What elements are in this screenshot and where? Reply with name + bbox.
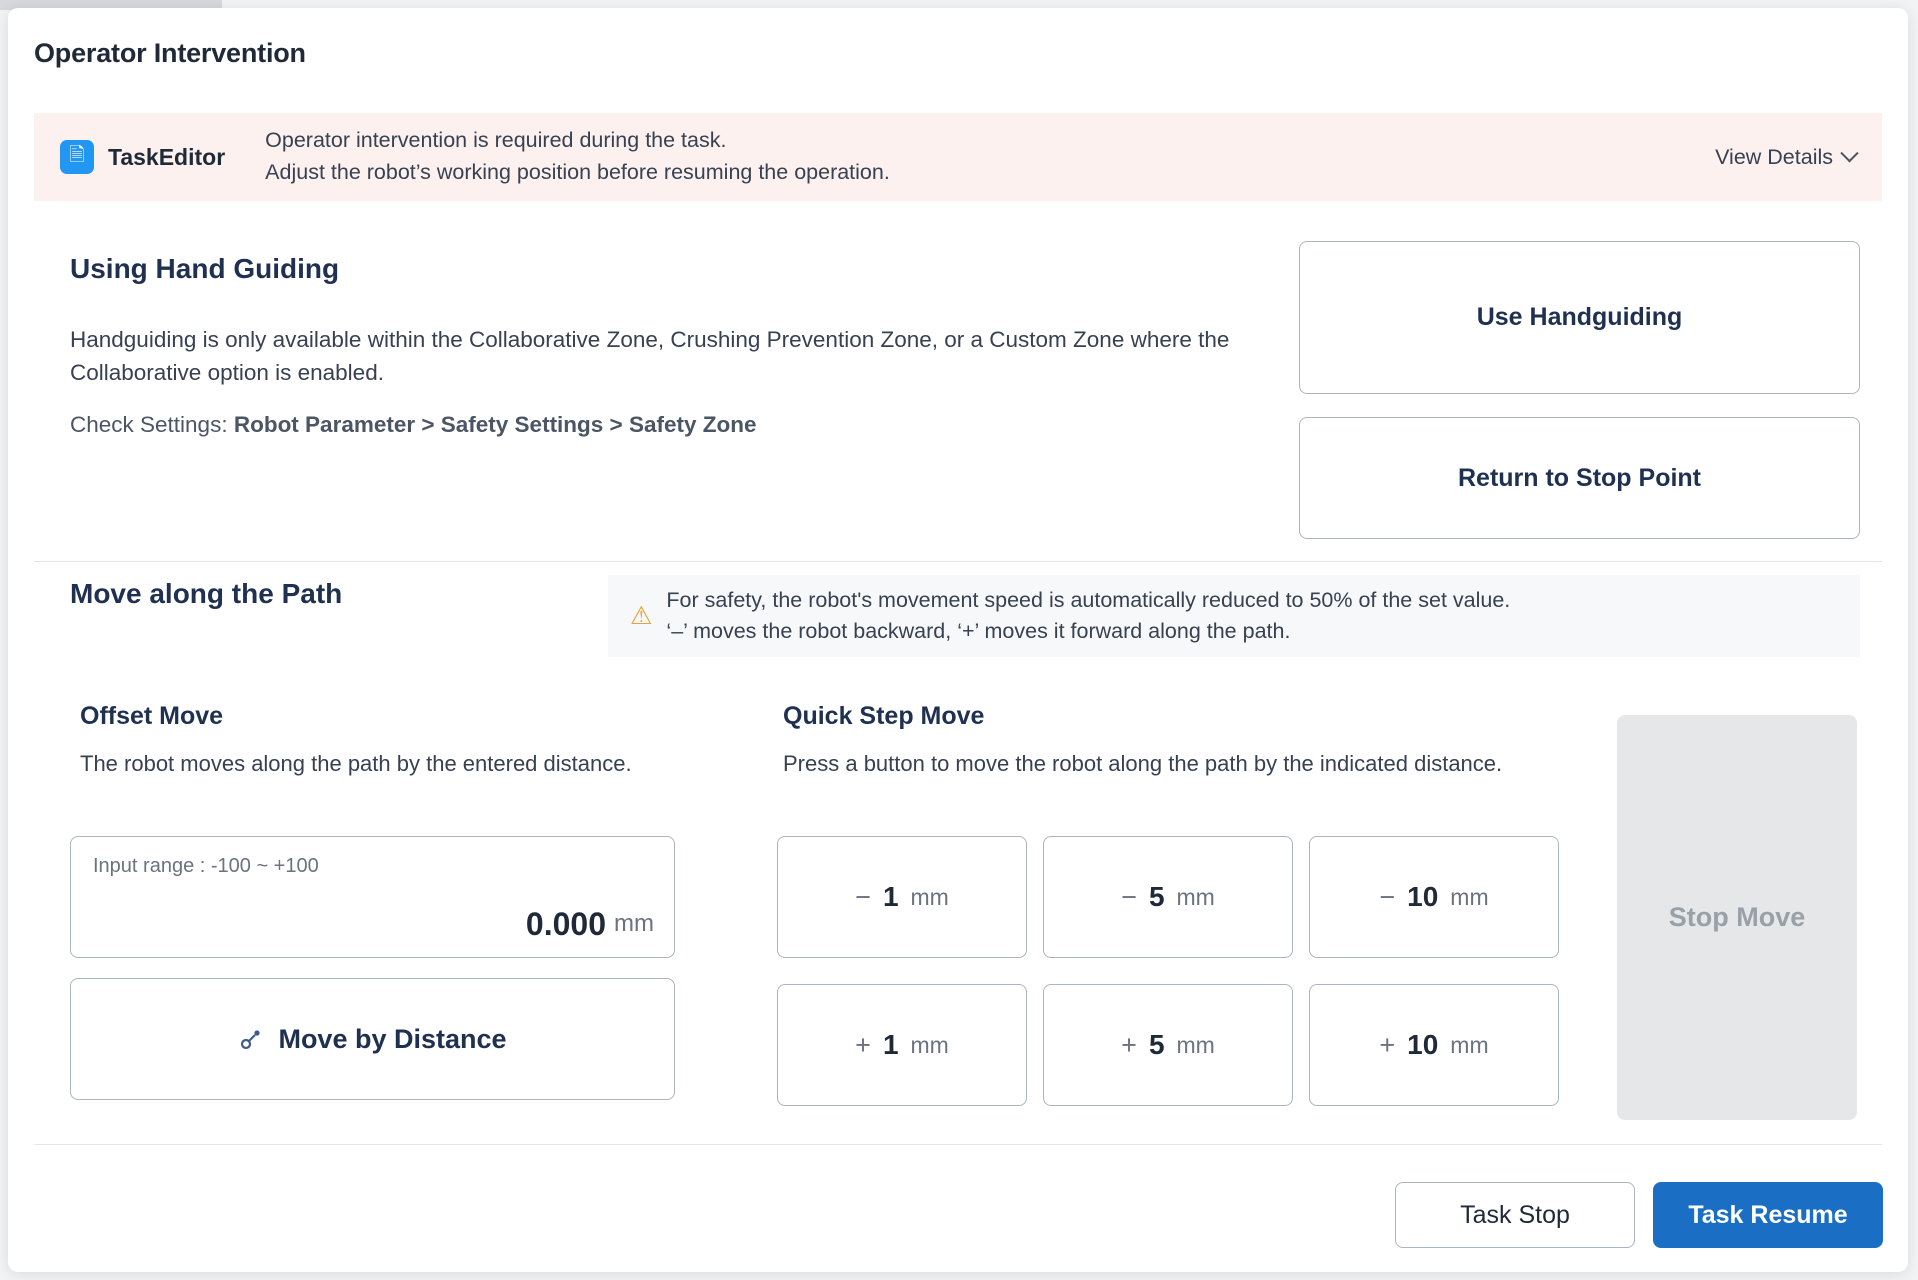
- step-unit: mm: [910, 883, 949, 910]
- step-sign: +: [855, 1029, 871, 1060]
- step-minus-5-button[interactable]: [1043, 836, 1293, 958]
- warning-icon: ⚠: [630, 602, 653, 630]
- return-to-stop-point-button[interactable]: Return to Stop Point: [1299, 417, 1860, 539]
- offset-distance-input[interactable]: [70, 836, 675, 958]
- step-sign: −: [1121, 881, 1137, 912]
- step-sign: −: [1379, 881, 1396, 912]
- safety-notice-line1: For safety, the robot's movement speed is automatically reduced to 50% of the set value.: [666, 588, 1511, 613]
- check-settings-path: Robot Parameter > Safety Settings > Safety Zone: [233, 412, 757, 437]
- handguiding-section-title: Using Hand Guiding: [70, 253, 340, 284]
- step-unit: mm: [1450, 883, 1489, 910]
- page-title: Operator Intervention: [34, 38, 306, 68]
- handguiding-check-settings: [70, 412, 756, 438]
- step-sign: +: [1121, 1029, 1137, 1060]
- offset-move-description: The robot moves along the path by the entered distance.: [80, 751, 632, 776]
- step-unit: mm: [1450, 1031, 1489, 1058]
- task-stop-button[interactable]: Task Stop: [1395, 1182, 1635, 1248]
- step-plus-10-button[interactable]: [1309, 984, 1559, 1106]
- step-sign: +: [1379, 1029, 1396, 1060]
- step-value: 5: [1148, 881, 1165, 912]
- view-details-label: View Details: [1715, 144, 1833, 169]
- use-handguiding-button[interactable]: Use Handguiding: [1299, 241, 1860, 394]
- move-by-distance-button[interactable]: [70, 978, 675, 1100]
- step-sign: −: [855, 881, 871, 912]
- alert-app-name: TaskEditor: [108, 143, 226, 170]
- document-icon: 🗎: [60, 140, 94, 174]
- section-divider-bottom: [34, 1144, 1882, 1145]
- step-minus-10-button[interactable]: [1309, 836, 1559, 958]
- offset-input-hint: Input range : -100 ~ +100: [93, 855, 319, 877]
- handguiding-description: Handguiding is only available within the Collaborative Zone, Crushing Prevention Zone, or a Custom Zone where the Collaborative option is enabled.: [70, 327, 1230, 385]
- step-value: 1: [882, 1029, 899, 1060]
- step-plus-1-button[interactable]: [777, 984, 1027, 1106]
- step-value: 1: [882, 881, 899, 912]
- alert-banner: [34, 113, 1882, 201]
- safety-notice-line2: ‘–’ moves the robot backward, ‘+’ moves it forward along the path.: [666, 619, 1291, 643]
- step-unit: mm: [1176, 883, 1215, 910]
- stop-move-button[interactable]: Stop Move: [1617, 715, 1857, 1120]
- chevron-down-icon: [1840, 144, 1858, 162]
- step-minus-1-button[interactable]: [777, 836, 1027, 958]
- step-value: 10: [1407, 881, 1439, 912]
- offset-input-unit: mm: [614, 910, 654, 937]
- safety-notice-text: [666, 585, 1510, 646]
- task-resume-button[interactable]: Task Resume: [1653, 1182, 1883, 1248]
- safety-notice: [608, 575, 1860, 657]
- offset-move-title: Offset Move: [80, 702, 224, 730]
- move-path-section-title: Move along the Path: [70, 578, 343, 609]
- check-settings-label: Check Settings:: [70, 412, 234, 437]
- step-plus-5-button[interactable]: [1043, 984, 1293, 1106]
- quick-step-move-description: Press a button to move the robot along the path by the indicated distance.: [783, 751, 1503, 776]
- step-value: 5: [1148, 1029, 1165, 1060]
- step-value: 10: [1407, 1029, 1439, 1060]
- step-unit: mm: [1176, 1031, 1215, 1058]
- alert-message-line1: Operator intervention is required during the task.: [265, 128, 727, 153]
- alert-message: [265, 125, 1695, 188]
- offset-input-value: 0.000: [525, 906, 606, 942]
- operator-intervention-dialog: [8, 8, 1908, 1272]
- section-divider-top: [34, 561, 1882, 562]
- move-by-distance-label: Move by Distance: [278, 1023, 507, 1054]
- quick-step-move-title: Quick Step Move: [783, 702, 985, 730]
- step-unit: mm: [910, 1031, 949, 1058]
- alert-message-line2: Adjust the robot’s working position before resuming the operation.: [265, 160, 890, 184]
- path-move-icon: [238, 1026, 264, 1052]
- view-details-button[interactable]: [1695, 145, 1856, 170]
